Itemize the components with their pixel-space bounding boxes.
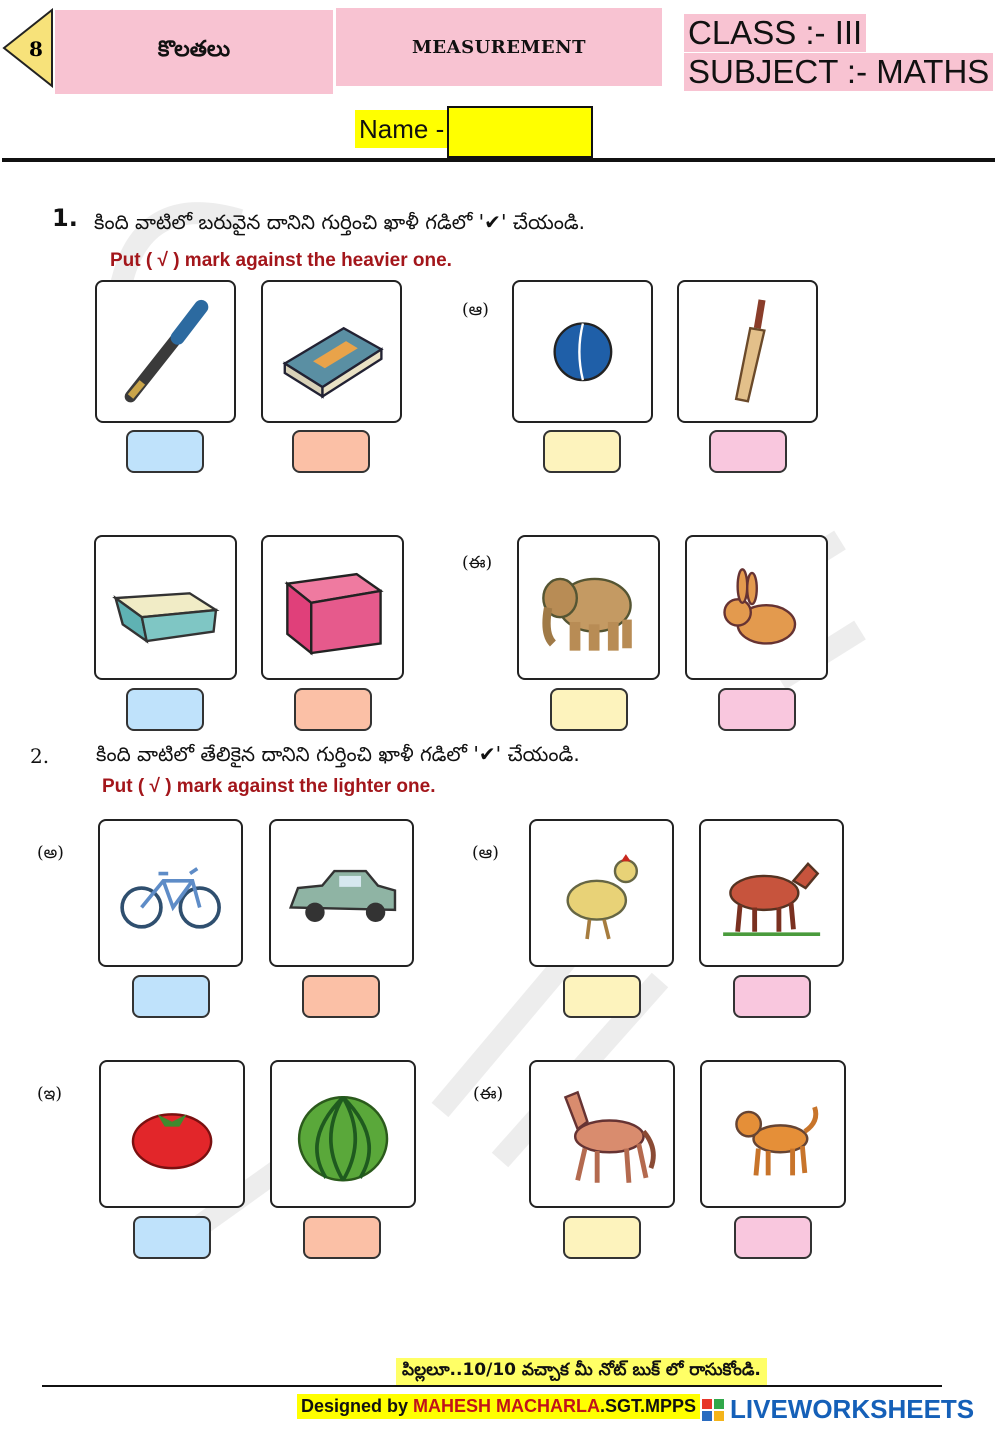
telugu-title: కొలతలు	[55, 10, 333, 94]
answer-box[interactable]	[563, 1216, 641, 1259]
pen-icon	[107, 292, 225, 412]
answer-box[interactable]	[550, 688, 628, 731]
rabbit-card	[685, 535, 828, 680]
goat-card	[699, 819, 844, 967]
q2-number: 2.	[30, 744, 50, 768]
q1-english-instruction: Put ( √ ) mark against the heavier one.	[110, 250, 452, 271]
answer-box[interactable]	[563, 975, 641, 1018]
designed-prefix: Designed by	[301, 1396, 414, 1416]
ball-card	[512, 280, 653, 423]
dog-card	[700, 1060, 846, 1208]
dog-icon	[712, 1072, 834, 1196]
answer-box[interactable]	[718, 688, 796, 731]
pencil-box-card	[94, 535, 237, 680]
q2-english-instruction: Put ( √ ) mark against the lighter one.	[102, 776, 436, 797]
box-card	[261, 535, 404, 680]
name-label: Name -	[355, 110, 448, 148]
elephant-icon	[529, 547, 649, 668]
header-divider	[2, 158, 995, 162]
page-number: 8	[29, 37, 43, 61]
answer-box[interactable]	[294, 688, 372, 731]
pen-card	[95, 280, 236, 423]
q2-row1-right-letter: (ఆ)	[472, 843, 499, 863]
q2-row1-left-letter: (అ)	[37, 843, 64, 863]
footer-note: పిల్లలూ..10/10 వచ్చాక మీ నోట్ బుక్ లో రాసుకోండి.	[396, 1358, 767, 1386]
q2-telugu-instruction: కింది వాటిలో తేలికైన దానిని గుర్తించి ఖాళీ గడిలో '✔' చేయండి.	[96, 742, 580, 766]
subject-label: SUBJECT :- MATHS	[684, 53, 993, 91]
class-label: CLASS :- III	[684, 14, 866, 52]
name-field[interactable]	[447, 106, 593, 158]
goat-icon	[711, 831, 832, 955]
horse-icon	[541, 1072, 663, 1196]
q1-row1-right-letter: (ఆ)	[462, 300, 489, 320]
answer-box[interactable]	[303, 1216, 381, 1259]
elephant-card	[517, 535, 660, 680]
answer-box[interactable]	[543, 430, 621, 473]
footer-divider	[42, 1385, 942, 1387]
bicycle-card	[98, 819, 243, 967]
answer-box[interactable]	[133, 1216, 211, 1259]
tomato-card	[99, 1060, 245, 1208]
page-number-tag	[2, 8, 54, 88]
q1-telugu-instruction: కింది వాటిలో బరువైన దానిని గుర్తించి ఖాళీ గడిలో '✔' చేయండి.	[94, 210, 586, 234]
answer-box[interactable]	[302, 975, 380, 1018]
answer-box[interactable]	[734, 1216, 812, 1259]
q1-row2-right-letter: (ఈ)	[462, 553, 493, 573]
answer-box[interactable]	[733, 975, 811, 1018]
box-icon	[273, 547, 393, 668]
designer-name: MAHESH MACHARLA	[413, 1396, 601, 1416]
book-card	[261, 280, 402, 423]
cricket-bat-icon	[689, 292, 807, 412]
rabbit-icon	[697, 547, 817, 668]
designed-by	[297, 1394, 700, 1419]
answer-box[interactable]	[126, 430, 204, 473]
liveworksheets-logo[interactable]	[702, 1394, 974, 1425]
watermelon-card	[270, 1060, 416, 1208]
measurement-title: MEASUREMENT	[336, 8, 662, 86]
brand-name: LIVEWORKSHEETS	[730, 1394, 975, 1424]
hen-icon	[541, 831, 662, 955]
designed-suffix: .SGT.MPPS	[600, 1396, 697, 1416]
liveworksheets-logo-icon	[702, 1399, 724, 1421]
book-icon	[273, 292, 391, 412]
bat-card	[677, 280, 818, 423]
answer-box[interactable]	[126, 688, 204, 731]
pencil-box-icon	[106, 547, 226, 668]
answer-box[interactable]	[292, 430, 370, 473]
hen-card	[529, 819, 674, 967]
tomato-icon	[111, 1072, 233, 1196]
answer-box[interactable]	[709, 430, 787, 473]
car-icon	[281, 831, 402, 955]
q2-row2-left-letter: (ఇ)	[37, 1084, 62, 1104]
watermelon-icon	[282, 1072, 404, 1196]
answer-box[interactable]	[132, 975, 210, 1018]
horse-card	[529, 1060, 675, 1208]
car-card	[269, 819, 414, 967]
ball-icon	[524, 292, 642, 412]
q2-row2-right-letter: (ఈ)	[473, 1084, 504, 1104]
bicycle-icon	[110, 831, 231, 955]
q1-number: 1.	[52, 204, 78, 232]
